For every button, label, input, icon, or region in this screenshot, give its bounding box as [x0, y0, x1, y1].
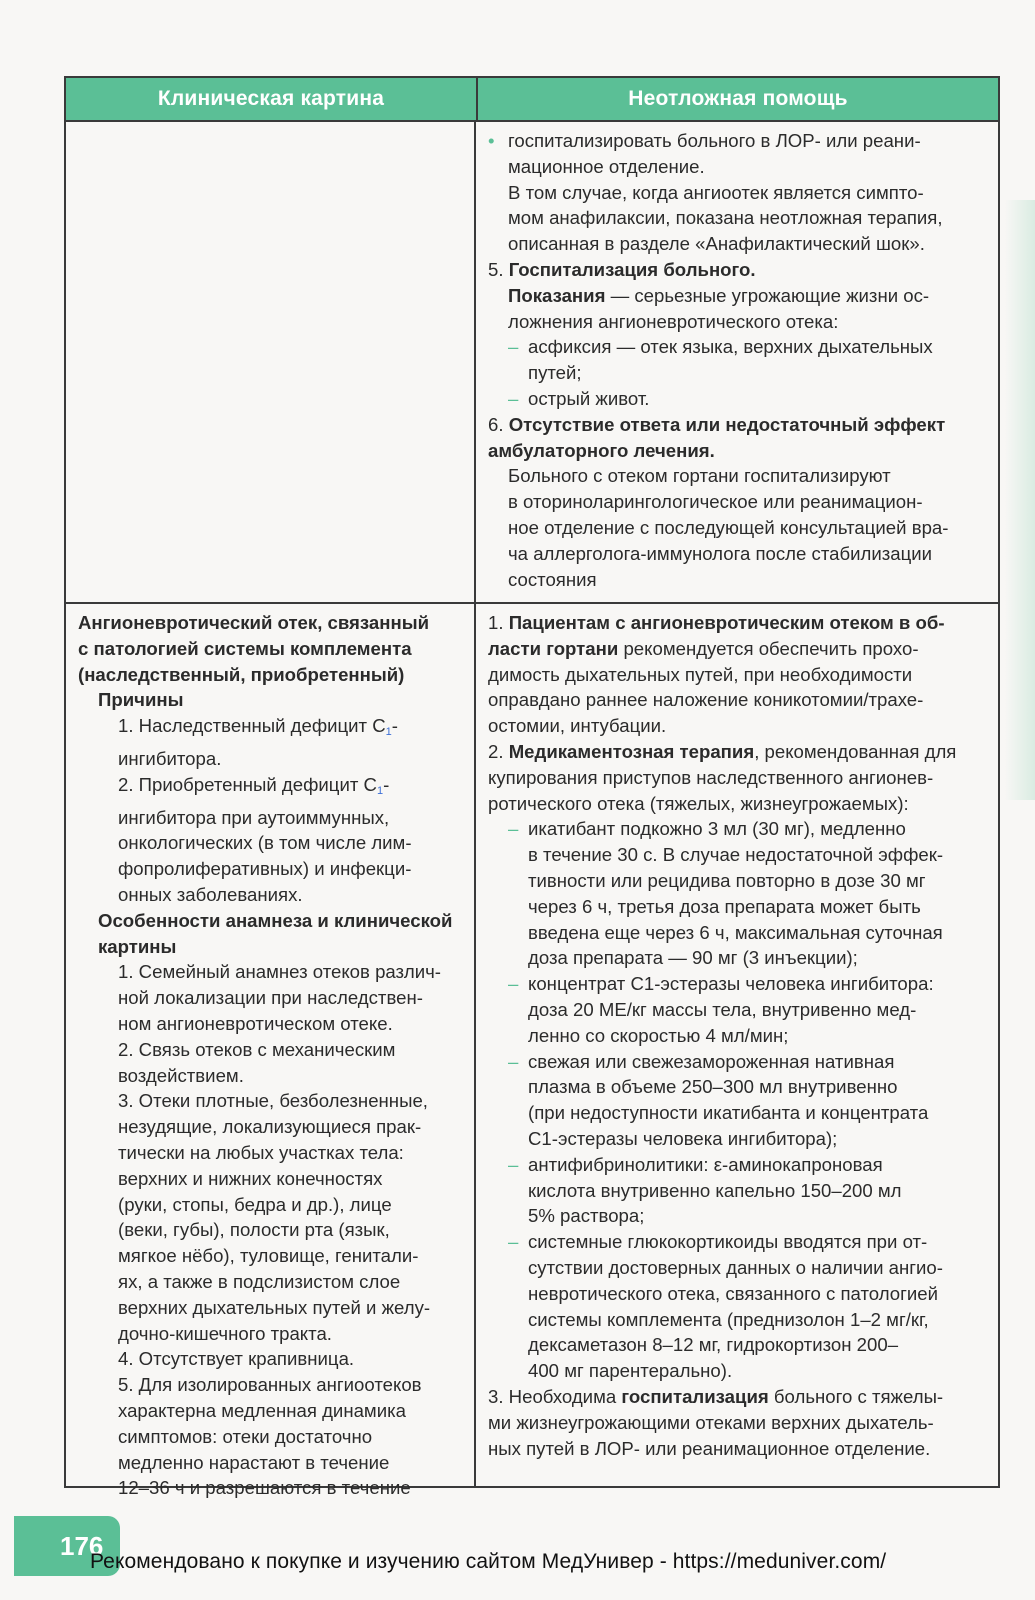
footer-watermark: Рекомендовано к покупке и изучению сайтом МедУнивер - https://meduniver.com/	[90, 1550, 887, 1573]
table-header	[66, 78, 998, 122]
row2-emergency-cell: 1. Пациентам с ангионевротическим отеком в об- ласти гортани рекомендуется обеспечить прохо- димость дыхательных путей, при необходимости оправдано раннее наложение коникотомии/трахе- остомии, интубации. 2. Медикаментозная терапия, рекомендованная для купирования приступов наследственного ангионев- ротического отека (тяжелых, жизнеугрожаемых): – икатибант подкожно 3 мл (30 мг), медленно в течение 30 с. В случае недостаточной эффек- тивности или рецидива повторно в дозе 30 мг через 6 ч, третья доза препарата может быть введена еще через 6 ч, максимальная суточная доза препарата — 90 мг (3 инъекции); – концентрат С1-эстеразы человека ингибитора: доза 20 МЕ/кг массы тела, внутривенно мед- ленно со скоростью 4 мл/мин; – свежая или свежезамороженная нативная плазма в объеме 250–300 мл внутривенно (при недоступности икатибанта и концентрата С1-эстеразы человека ингибитора); – антифибринолитики: ε-аминокапроновая кислота внутривенно капельно 150–200 мл 5% раствора; – системные глюкокортикоиды вводятся при от- сутствии достоверных данных о наличии ангио- невротического отека, связанного с патологией системы комплемента (преднизолон 1–2 мг/кг, дексаметазон 8–12 мг, гидрокортизон 200– 400 мг парентерально). 3. Необходима госпитализация больного с тяжелы- ми жизнеугрожающими отеками верхних дыхатель- ных путей в ЛОР- или реанимационное отделение.	[488, 612, 957, 1459]
dash-marker: –	[508, 973, 519, 995]
dash-marker: –	[508, 818, 519, 840]
page-edge-tint	[1005, 200, 1035, 800]
row2-clinical-cell: Ангионевротический отек, связанный с патологией системы комплемента (наследственный, приобретенный) Причины 1. Наследственный дефицит $С_1-$ ингибитора. 2. Приобретенный дефицит $С_1-$ ингибитора при аутоиммунных, онкологических (в том числе лим- фопролиферативных) и инфекци- онных заболеваниях. Особенности анамнеза и клинической картины 1. Семейный анамнез отеков различ- ной локализации при наследствен- ном ангионевротическом отеке. 2. Связь отеков с механическим воздействием. 3. Отеки плотные, безболезненные, незудящие, локализующиеся прак- тически на любых участках тела: верхних и нижних конечностях (руки, стопы, бедра и др.), лице (веки, губы), полости рта (язык, мягкое нёбо), туловище, генитали- ях, а также в подслизистом слое верхних дыхательных путей и желу- дочно-кишечного тракта. 4. Отсутствует крапивница. 5. Для изолированных ангиоотеков характерна медленная динамика симптомов: отеки достаточно медленно нарастают в течение 12–36 ч и разрешаются в течение	[66, 604, 476, 1486]
dash-marker: –	[508, 1050, 519, 1072]
dash-marker: –	[508, 1231, 519, 1253]
dash-marker: –	[508, 1153, 519, 1175]
table-row	[66, 122, 998, 604]
dash-marker: –	[508, 336, 519, 358]
row1-clinical-cell	[66, 122, 476, 602]
clinical-table	[64, 76, 1000, 1499]
table-row	[66, 604, 998, 1499]
row1-emergency-cell: • госпитализировать больного в ЛОР- или реани- мационное отделение. В том случае, когда ангиоотек является симпто- мом анафилаксии, показана неотложная терапия, описанная в разделе «Анафилактический шок». 5. Госпитализация больного. Показания — серьезные угрожающие жизни ос- ложнения ангионевротического отека: – асфиксия — отек языка, верхних дыхательных путей; – острый живот. 6. Отсутствие ответа или недостаточный эффект амбулаторного лечения. Больного с отеком гортани госпитализируют в оториноларингологическое или реанимацион- ное отделение с последующей консультацией вра- ча аллерголога-иммунолога после стабилизации состояния	[488, 130, 949, 590]
page-number: 176	[14, 1516, 120, 1576]
header-emergency-care: Неотложная помощь	[628, 87, 848, 110]
dash-marker: –	[508, 387, 519, 409]
bullet-marker: •	[488, 130, 495, 151]
header-clinical-picture: Клиническая картина	[66, 78, 478, 120]
